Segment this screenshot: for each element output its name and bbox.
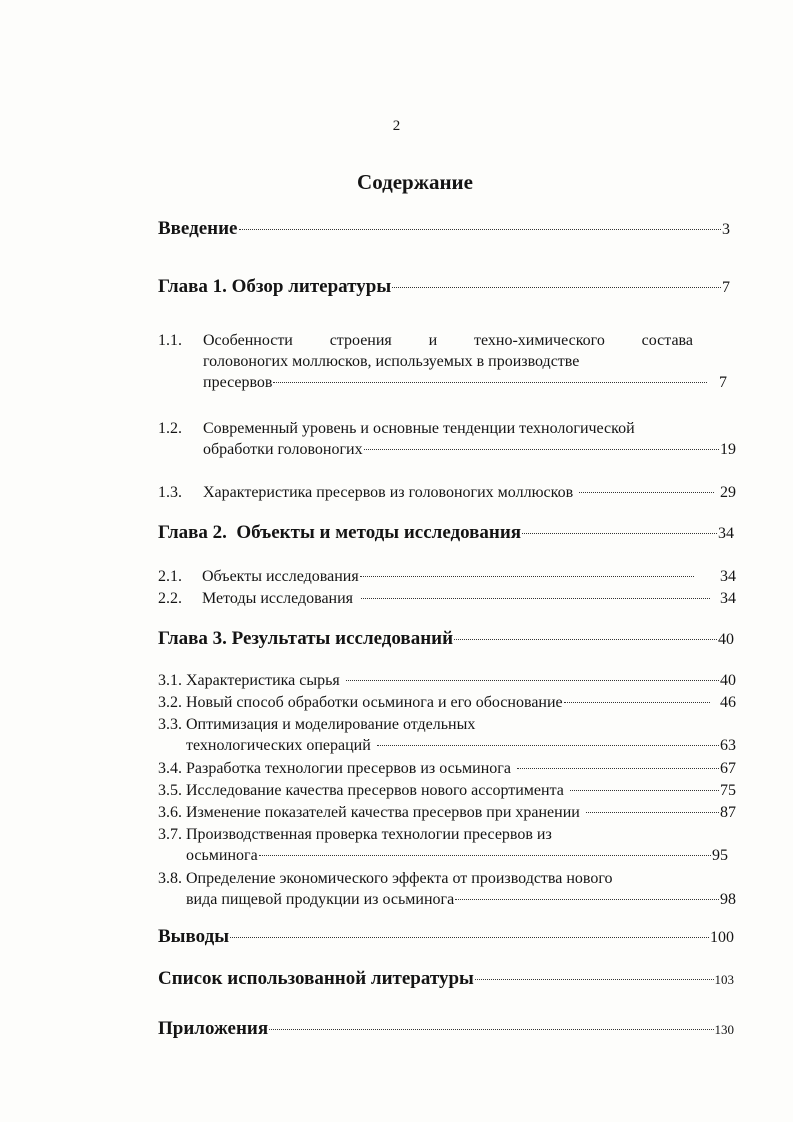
dot-leader (259, 855, 711, 856)
toc-entry-3-2[interactable] (158, 692, 736, 713)
dot-leader (454, 639, 717, 640)
toc-page: 98 (720, 891, 736, 908)
toc-label: 3.1. Характеристика сырья (158, 672, 340, 689)
toc-entry-chapter-3[interactable] (158, 628, 734, 650)
toc-entry-2-1[interactable] (158, 566, 736, 587)
page-number: 2 (392, 118, 401, 134)
section-number: 1.2. (158, 420, 182, 437)
toc-label: вида пищевой продукции из осьминога (186, 891, 455, 908)
toc-page: 34 (718, 525, 734, 542)
toc-entry-3-1[interactable] (158, 670, 736, 691)
dot-leader (273, 382, 707, 383)
toc-page: 7 (719, 374, 727, 391)
toc-label: Глава 2. Объекты и методы исследования (158, 522, 522, 543)
toc-label: Выводы (158, 926, 230, 947)
toc-entry-3-8[interactable] (158, 868, 736, 910)
toc-entry-1-2[interactable] (158, 418, 736, 460)
toc-page: 40 (718, 631, 734, 648)
toc-entry-appendices[interactable] (158, 1018, 734, 1040)
toc-entry-chapter-1[interactable] (158, 276, 730, 298)
toc-entry-3-5[interactable] (158, 780, 736, 801)
toc-label: 3.5. Исследование качества пресервов нового ассортимента (158, 782, 564, 799)
toc-page: 63 (720, 737, 736, 754)
toc-entry-1-1[interactable] (158, 330, 730, 393)
toc-line: 3.8. Определение экономического эффекта от производства нового (158, 870, 613, 887)
toc-label: Приложения (158, 1018, 269, 1039)
dot-leader (579, 492, 714, 493)
dot-leader (269, 1029, 713, 1030)
toc-page: 130 (714, 1022, 734, 1037)
toc-entry-1-3[interactable] (158, 482, 736, 503)
toc-label: обработки головоногих (203, 441, 363, 458)
toc-label: осьминога (186, 847, 258, 864)
toc-label: 3.4. Разработка технологии пресервов из осьминога (158, 760, 511, 777)
dot-leader (475, 979, 714, 980)
toc-label: технологических операций (186, 737, 371, 754)
page-title: Содержание (357, 170, 473, 194)
toc-line (186, 735, 736, 756)
toc-page: 3 (722, 221, 730, 238)
dot-leader (392, 287, 721, 288)
toc-page: 95 (712, 847, 728, 864)
dot-leader (346, 680, 719, 681)
dot-leader (361, 598, 710, 599)
dot-leader (230, 937, 709, 938)
toc-line: 3.3. Оптимизация и моделирование отдельных (158, 716, 476, 733)
toc-entry-references[interactable] (158, 968, 734, 990)
dot-leader (564, 702, 710, 703)
dot-leader (360, 576, 694, 577)
toc-entry-3-7[interactable] (158, 824, 736, 866)
toc-page: 87 (720, 804, 736, 821)
section-number: 2.2. (158, 590, 182, 607)
toc-line (186, 889, 736, 910)
toc-line: 3.7. Производственная проверка технологии пресервов из (158, 826, 552, 843)
toc-label: Объекты исследования (202, 568, 359, 585)
toc-line: Современный уровень и основные тенденции технологической (203, 420, 635, 437)
toc-line (203, 372, 727, 393)
section-number: 1.1. (158, 332, 182, 349)
toc-entry-3-6[interactable] (158, 802, 736, 823)
dot-leader (522, 533, 717, 534)
toc-page: 40 (720, 672, 736, 689)
toc-page: 29 (720, 484, 736, 501)
dot-leader (377, 745, 719, 746)
dot-leader (239, 229, 722, 230)
toc-page: 103 (714, 972, 734, 987)
toc-label: пресервов (203, 374, 273, 391)
toc-entry-chapter-2[interactable] (158, 522, 734, 544)
toc-entry-2-2[interactable] (158, 588, 736, 609)
toc-page: 67 (720, 760, 736, 777)
dot-leader (570, 790, 719, 791)
toc-label: Введение (158, 218, 238, 239)
toc-line: Особенности строения и техно-химического состава (203, 332, 693, 349)
dot-leader (517, 768, 719, 769)
toc-entry-3-4[interactable] (158, 758, 736, 779)
toc-entry-introduction[interactable] (158, 218, 730, 240)
toc-line: головоногих моллюсков, используемых в производстве (203, 353, 580, 370)
toc-label: Глава 1. Обзор литературы (158, 276, 392, 297)
toc-page: 34 (720, 590, 736, 607)
toc-line (203, 439, 736, 460)
toc-entry-3-3[interactable] (158, 714, 736, 756)
toc-page: 7 (722, 279, 730, 296)
toc-page: 100 (710, 929, 734, 946)
toc-page: 34 (720, 568, 736, 585)
dot-leader (364, 449, 719, 450)
toc-label: 3.6. Изменение показателей качества пресервов при хранении (158, 804, 580, 821)
toc-label: 3.2. Новый способ обработки осьминога и его обоснование (158, 694, 563, 711)
toc-entry-conclusions[interactable] (158, 926, 734, 948)
section-number: 1.3. (158, 484, 182, 501)
dot-leader (455, 899, 719, 900)
toc-label: Глава 3. Результаты исследований (158, 628, 454, 649)
toc-label: Методы исследования (202, 590, 354, 607)
toc-page: 19 (720, 441, 736, 458)
toc-label: Характеристика пресервов из головоногих моллюсков (203, 484, 574, 501)
toc-label: Список использованной литературы (158, 968, 474, 989)
section-number: 2.1. (158, 568, 182, 585)
dot-leader (586, 812, 719, 813)
toc-line (186, 845, 734, 866)
toc-page: 75 (720, 782, 736, 799)
toc-page: 46 (720, 694, 736, 711)
